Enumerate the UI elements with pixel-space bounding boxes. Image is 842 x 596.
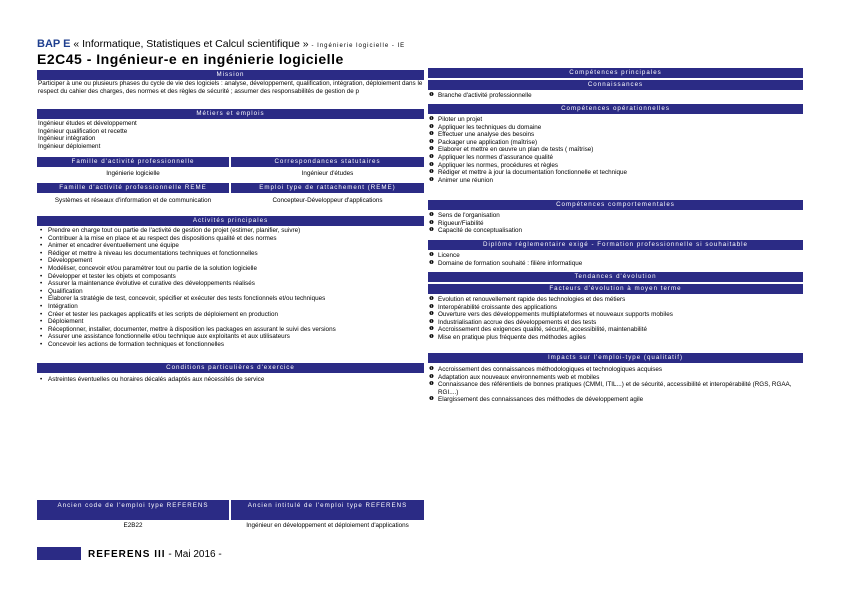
rime-title: Famille d'activité professionnelle REME bbox=[37, 183, 229, 193]
emploi-title: Emploi type de rattachement (REME) bbox=[231, 183, 424, 193]
facteur-item: ❶ Industrialisation accrue des développements et des tests bbox=[438, 319, 803, 327]
famille-title: Famille d'activité professionnelle bbox=[37, 157, 229, 167]
corresp-title: Correspondances statutaires bbox=[231, 157, 424, 167]
activite-item: • Qualification bbox=[48, 288, 423, 296]
emploi-value: Concepteur-Développeur d'applications bbox=[272, 197, 383, 204]
activite-item: • Assurer une assistance fonctionnelle et/ou technique aux exploitants et aux utilisateurs bbox=[48, 333, 423, 341]
bap-title: « Informatique, Statistiques et Calcul scientifique » bbox=[73, 38, 309, 50]
comportementales-title: Compétences comportementales bbox=[428, 200, 803, 210]
impacts-list bbox=[428, 366, 803, 404]
bap-code: BAP E bbox=[37, 38, 71, 50]
footer-label: REFERENS III bbox=[88, 549, 166, 560]
comportementale-item: ❶ Rigueur/Fiabilité bbox=[438, 220, 803, 228]
metiers-title: Métiers et emplois bbox=[37, 109, 424, 119]
activite-item: • Assurer la maintenance évolutive et curative des développements réalisés bbox=[48, 280, 423, 288]
conditions-title: Conditions particulières d'exercice bbox=[37, 363, 424, 373]
facteur-item: ❶ Evolution et renouvellement rapide des technologies et des métiers bbox=[438, 296, 803, 304]
family-label: - Ingénierie logicielle - IE bbox=[311, 43, 406, 49]
impact-item: ❶ Connaissance des référentiels de bonnes pratiques (CMMI, ITIL...) et de sécurité, accessibilité et interopérabilité (RGS, RGAA, RGI....) bbox=[438, 381, 803, 396]
famille-value: Ingénierie logicielle bbox=[106, 170, 160, 177]
competences-title: Compétences principales bbox=[428, 68, 803, 78]
connaissances-list bbox=[428, 92, 803, 100]
facteur-item: ❶ Interopérabilité croissante des applications bbox=[438, 304, 803, 312]
conditions-list bbox=[38, 376, 423, 384]
comportementale-item: ❶ Sens de l'organisation bbox=[438, 212, 803, 220]
activite-item: • Modéliser, concevoir et/ou paramétrer tout ou partie de la solution logicielle bbox=[48, 265, 423, 273]
operationnelle-item: ❶ Animer une réunion bbox=[438, 177, 803, 185]
metier-item: Ingénieur études et développement bbox=[38, 120, 137, 127]
operationnelle-item: ❶ Rédiger et mettre à jour la documentation fonctionnelle et technique bbox=[438, 169, 803, 177]
activite-item: • Elaborer la stratégie de test, concevoir, spécifier et exécuter des tests fonctionnels et/ou techniques bbox=[48, 295, 423, 303]
activite-item: • Créer et tester les packages applicatifs et les scripts de déploiement en production bbox=[48, 311, 423, 319]
diplome-item: ❶ Licence bbox=[438, 252, 803, 260]
impacts-title: Impacts sur l'emploi-type (qualitatif) bbox=[428, 353, 803, 363]
impact-item: ❶ Adaptation aux nouveaux environnements web et mobiles bbox=[438, 374, 803, 382]
operationnelle-item: ❶ Elaborer et mettre en œuvre un plan de tests ( maîtrise) bbox=[438, 146, 803, 154]
activite-item: • Prendre en charge tout ou partie de l'activité de gestion de projet (estimer, planifier, suivre) bbox=[48, 227, 423, 235]
impact-item: ❶ Elargissement des connaissances des méthodes de développement agile bbox=[438, 396, 803, 404]
diplome-item: ❶ Domaine de formation souhaité : filière informatique bbox=[438, 260, 803, 268]
activite-item: • Développement bbox=[48, 257, 423, 265]
operationnelle-item: ❶ Packager une application (maîtrise) bbox=[438, 139, 803, 147]
activites-list bbox=[38, 227, 423, 349]
facteur-item: ❶ Accroissement des exigences qualité, sécurité, accessibilité, maintenabilité bbox=[438, 326, 803, 334]
activites-title: Activités principales bbox=[37, 216, 424, 226]
diplome-title: Diplôme réglementaire exigé - Formation professionnelle si souhaitable bbox=[428, 240, 803, 250]
operationnelles-title: Compétences opérationnelles bbox=[428, 104, 803, 114]
metier-item: Ingénieur déploiement bbox=[38, 142, 101, 150]
activite-item: • Intégration bbox=[48, 303, 423, 311]
header-line bbox=[37, 38, 405, 50]
ancien-code-title: Ancien code de l'emploi type REFERENS bbox=[37, 500, 229, 520]
tendances-title: Tendances d'évolution bbox=[428, 272, 803, 282]
metier-item: Ingénieur intégration bbox=[38, 135, 96, 143]
ancien-code-value: E2B22 bbox=[123, 522, 143, 529]
activite-item: • Déploiement bbox=[48, 318, 423, 326]
condition-item: • Astreintes éventuelles ou horaires décalés adaptés aux nécessités de service bbox=[48, 376, 423, 384]
comportementale-item: ❶ Capacité de conceptualisation bbox=[438, 227, 803, 235]
mission-title: Mission bbox=[37, 70, 424, 80]
metier-item: Ingénieur qualification et recette bbox=[38, 127, 128, 135]
facteur-item: ❶ Ouverture vers des développements multiplateformes et nouveaux supports mobiles bbox=[438, 311, 803, 319]
diplome-list bbox=[428, 252, 803, 267]
mission-text: Participer à une ou plusieurs phases du cycle de vie des logiciels : analyse, développement, qualification, intégration, déploiement dans le respect du cahier des charges, des normes et des règles de sécurité ; assumer des responsabilités de gestion de p bbox=[38, 80, 423, 95]
facteurs-title: Facteurs d'évolution à moyen terme bbox=[428, 284, 803, 294]
operationnelles-list bbox=[428, 116, 803, 184]
ancien-intitule-value: Ingénieur en développement et déploiement d'applications bbox=[246, 522, 409, 529]
page-title: E2C45 - Ingénieur-e en ingénierie logicielle bbox=[37, 51, 344, 67]
activite-item: • Développer et tester les objets et composants bbox=[48, 273, 423, 281]
footer-block bbox=[37, 547, 81, 560]
activite-item: • Rédiger et mettre à niveau les documentations techniques et fonctionnelles bbox=[48, 250, 423, 258]
operationnelle-item: ❶ Appliquer les normes d'assurance qualité bbox=[438, 154, 803, 162]
comportementales-list bbox=[428, 212, 803, 235]
activite-item: • Concevoir les actions de formation techniques et fonctionnelles bbox=[48, 341, 423, 349]
footer bbox=[88, 549, 222, 560]
operationnelle-item: ❶ Piloter un projet bbox=[438, 116, 803, 124]
ancien-intitule-title: Ancien intitulé de l'emploi type REFERENS bbox=[231, 500, 424, 520]
connaissances-title: Connaissances bbox=[428, 80, 803, 90]
operationnelle-item: ❶ Appliquer les techniques du domaine bbox=[438, 124, 803, 132]
operationnelle-item: ❶ Effectuer une analyse des besoins bbox=[438, 131, 803, 139]
connaissance-item: ❶ Branche d'activité professionnelle bbox=[438, 92, 803, 100]
corresp-value: Ingénieur d'études bbox=[301, 170, 354, 177]
activite-item: • Réceptionner, installer, documenter, mettre à disposition les packages en assurant le suivi des versions bbox=[48, 326, 423, 334]
facteurs-list bbox=[428, 296, 803, 342]
impact-item: ❶ Accroissement des connaissances méthodologiques et technologiques acquises bbox=[438, 366, 803, 374]
rime-value: Systèmes et réseaux d'information et de communication bbox=[54, 197, 212, 204]
activite-item: • Contribuer à la mise en place et au respect des dispositions qualité et des normes bbox=[48, 235, 423, 243]
footer-date: - Mai 2016 - bbox=[165, 549, 222, 560]
facteur-item: ❶ Mise en pratique plus fréquente des méthodes agiles bbox=[438, 334, 803, 342]
operationnelle-item: ❶ Appliquer les normes, procédures et règles bbox=[438, 162, 803, 170]
metiers-list bbox=[38, 120, 423, 150]
activite-item: • Animer et encadrer éventuellement une équipe bbox=[48, 242, 423, 250]
